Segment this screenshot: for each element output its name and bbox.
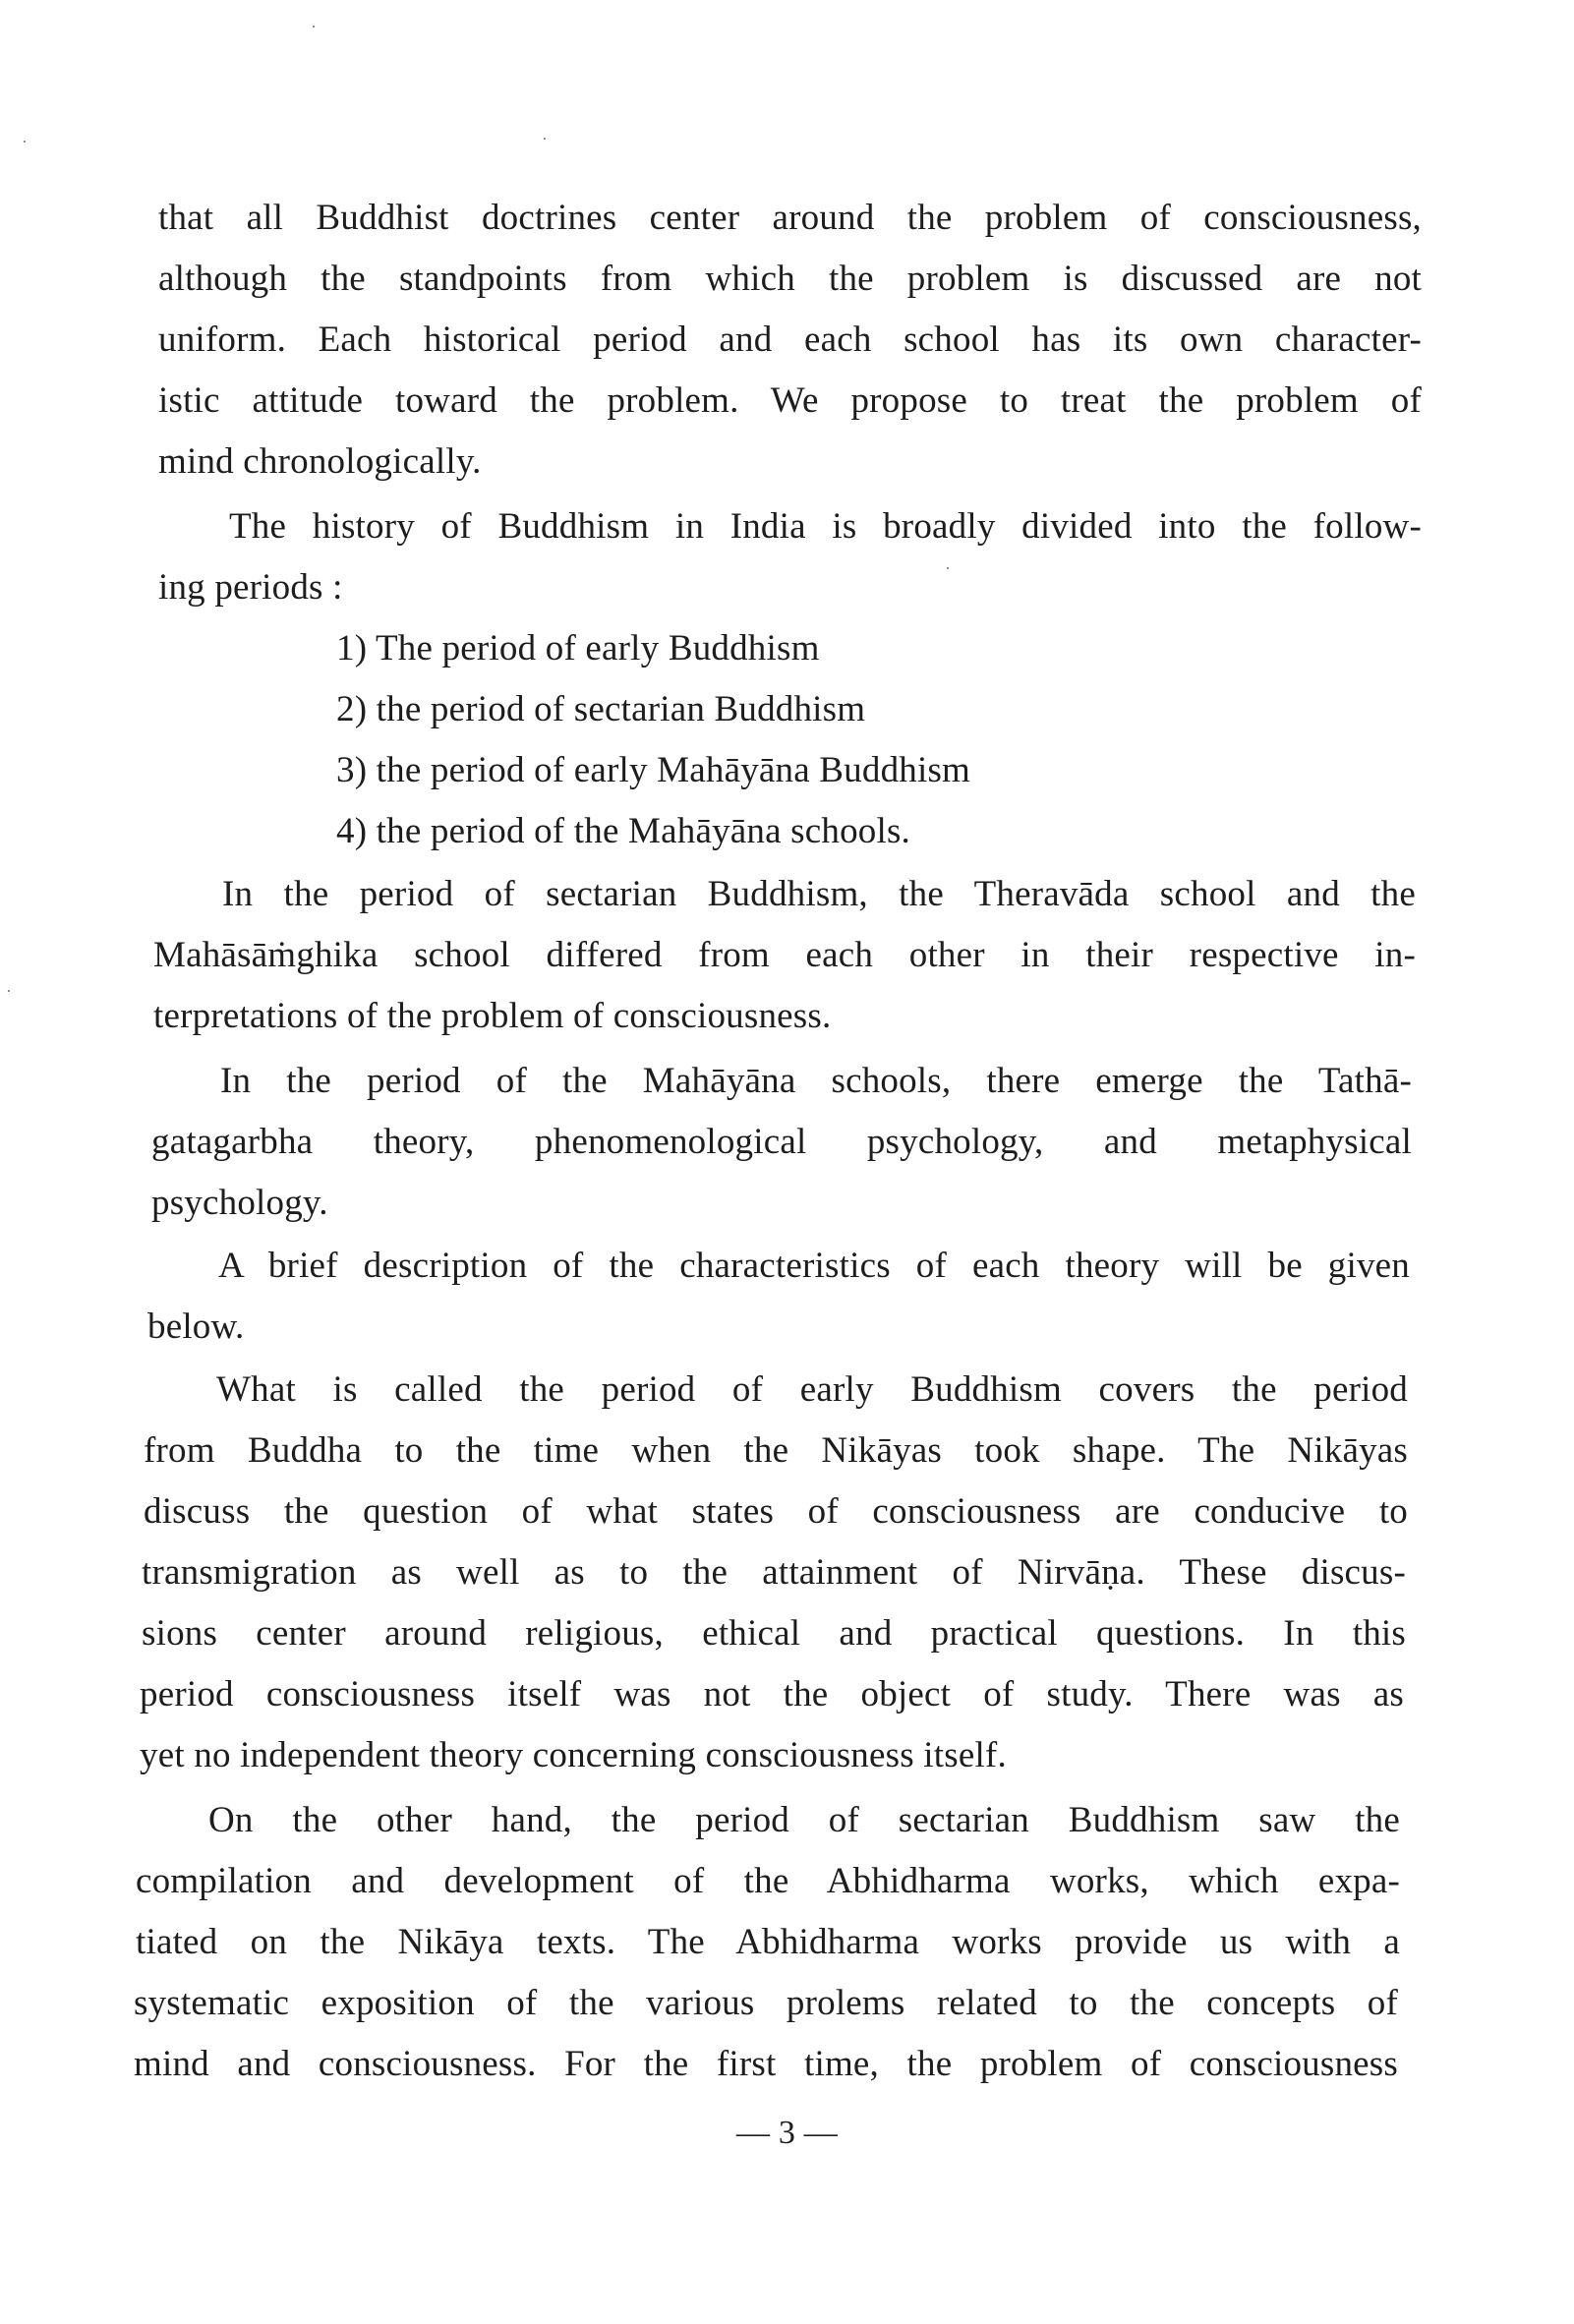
text-line: period consciousness itself was not the object of study. There was as	[140, 1674, 1404, 1714]
text-line: tiated on the Nikāya texts. The Abhidharma works provide us with a	[136, 1922, 1400, 1962]
scan-speck	[947, 567, 949, 569]
text-line: from Buddha to the time when the Nikāyas took shape. The Nikāyas	[144, 1430, 1408, 1471]
text-line: ing periods :	[158, 567, 343, 608]
text-line: istic attitude toward the problem. We propose to treat the problem of	[158, 380, 1422, 421]
text-line: mind and consciousness. For the first time, the problem of consciousness	[134, 2044, 1398, 2084]
text-line: The history of Buddhism in India is broadly divided into the follow-	[229, 506, 1422, 547]
text-line: uniform. Each historical period and each school has its own character-	[158, 320, 1422, 360]
text-line: Mahāsāṁghika school differed from each other in their respective in-	[153, 935, 1416, 975]
text-line: although the standpoints from which the problem is discussed are not	[158, 259, 1422, 299]
scan-speck	[313, 26, 315, 28]
text-line: A brief description of the characteristics of each theory will be given	[218, 1246, 1410, 1286]
list-item: 1) The period of early Buddhism	[336, 628, 820, 668]
text-line: transmigration as well as to the attainment of Nirvāṇa. These discus-	[142, 1552, 1406, 1593]
text-line: On the other hand, the period of sectarian Buddhism saw the	[208, 1800, 1400, 1840]
list-item: 3) the period of early Mahāyāna Buddhism	[336, 750, 971, 790]
text-line: systematic exposition of the various prolems related to the concepts of	[134, 1983, 1398, 2023]
page-number: — 3 —	[736, 2115, 838, 2151]
text-line: below.	[147, 1307, 245, 1347]
text-line: discuss the question of what states of consciousness are conducive to	[144, 1491, 1408, 1532]
scan-speck	[24, 141, 26, 143]
text-line: sions center around religious, ethical and practical questions. In this	[142, 1613, 1406, 1654]
text-line: In the period of the Mahāyāna schools, there emerge the Tathā-	[220, 1061, 1412, 1101]
text-line: terpretations of the problem of consciousness.	[153, 996, 832, 1036]
text-line: yet no independent theory concerning consciousness itself.	[140, 1735, 1007, 1775]
text-line: gatagarbha theory, phenomenological psychology, and metaphysical	[151, 1122, 1412, 1162]
scan-speck	[544, 138, 546, 140]
text-line: mind chronologically.	[158, 441, 482, 482]
list-item: 2) the period of sectarian Buddhism	[336, 689, 866, 729]
text-line: In the period of sectarian Buddhism, the Theravāda school and the	[222, 874, 1416, 914]
text-line: compilation and development of the Abhidharma works, which expa-	[136, 1861, 1400, 1901]
text-line: psychology.	[151, 1183, 328, 1223]
list-item: 4) the period of the Mahāyāna schools.	[336, 811, 911, 851]
scan-speck	[8, 990, 10, 992]
text-line: that all Buddhist doctrines center around the problem of consciousness,	[158, 198, 1422, 238]
text-line: What is called the period of early Buddhism covers the period	[216, 1369, 1408, 1410]
